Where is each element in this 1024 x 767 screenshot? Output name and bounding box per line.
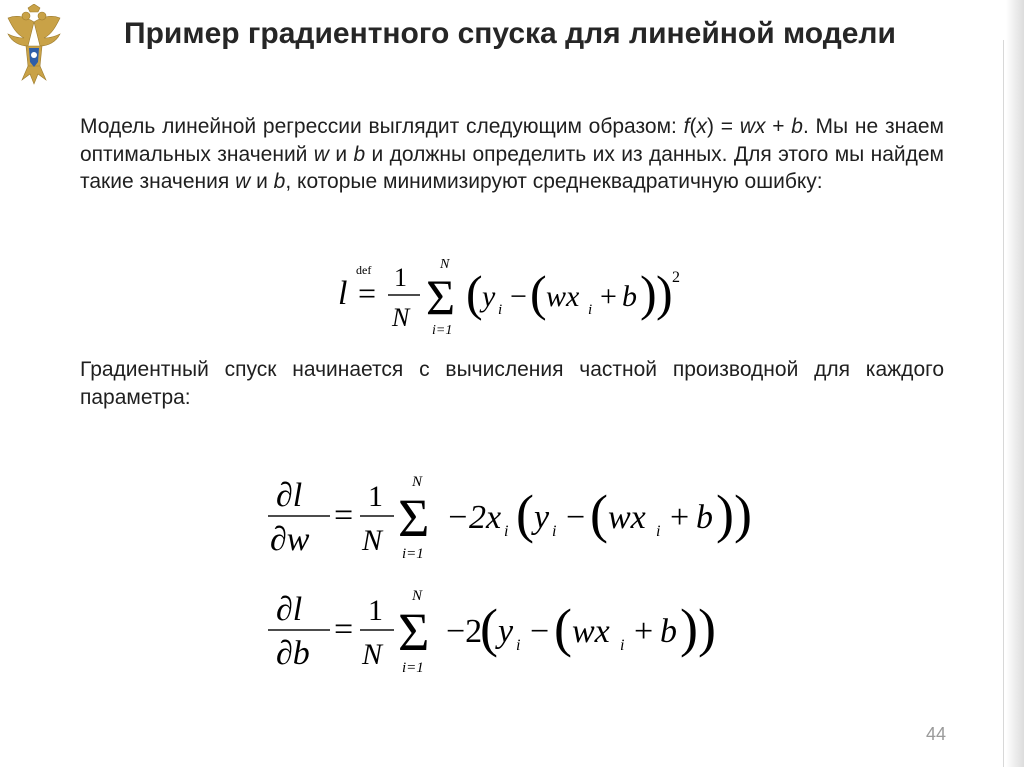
svg-text:b: b bbox=[696, 499, 713, 536]
svg-text:(: ( bbox=[466, 265, 483, 321]
svg-text:i=1: i=1 bbox=[432, 323, 453, 338]
page-number: 44 bbox=[925, 724, 946, 744]
svg-text:wx: wx bbox=[546, 280, 580, 313]
svg-text:−: − bbox=[530, 613, 550, 650]
svg-text:−2x: −2x bbox=[446, 499, 502, 536]
sum-sign: Σ bbox=[398, 488, 430, 548]
svg-text:): ) bbox=[698, 598, 716, 658]
svg-text:(: ( bbox=[590, 484, 608, 544]
paragraph-model-description: Модель линейной регрессии выглядит следующим образом: f(x) = wx + b. Мы не знаем оптимальных значений w и b и должны определить их из данных. Для этого мы найдем такие значения w и b, которые минимизируют среднеквадратичную ошибку: bbox=[80, 115, 944, 193]
svg-text:+: + bbox=[634, 613, 654, 650]
svg-text:i: i bbox=[656, 523, 661, 540]
svg-text:∂b: ∂b bbox=[276, 635, 310, 672]
svg-text:i: i bbox=[498, 302, 503, 318]
svg-text:): ) bbox=[656, 265, 673, 321]
svg-text:(: ( bbox=[554, 598, 572, 658]
svg-text:−2: −2 bbox=[446, 613, 483, 650]
svg-text:∂w: ∂w bbox=[270, 521, 310, 558]
slide-right-shadow bbox=[1006, 0, 1024, 767]
formula-partial-w bbox=[260, 466, 770, 566]
svg-text:i=1: i=1 bbox=[402, 546, 424, 562]
sum-sign: Σ bbox=[426, 269, 456, 325]
svg-text:(: ( bbox=[516, 484, 534, 544]
svg-text:wx: wx bbox=[572, 613, 610, 650]
svg-text:): ) bbox=[734, 484, 752, 544]
svg-text:i: i bbox=[516, 637, 521, 654]
svg-text:y: y bbox=[482, 280, 496, 313]
svg-text:N: N bbox=[362, 524, 383, 557]
svg-text:): ) bbox=[716, 484, 734, 544]
svg-text:b: b bbox=[660, 613, 677, 650]
slide-title: Пример градиентного спуска для линейной модели bbox=[124, 17, 896, 50]
svg-text:N: N bbox=[412, 474, 423, 490]
svg-text:i: i bbox=[552, 523, 557, 540]
svg-text:=: = bbox=[334, 497, 354, 534]
svg-text:∂l: ∂l bbox=[276, 591, 303, 628]
svg-text:l: l bbox=[338, 275, 348, 312]
svg-text:−: − bbox=[566, 499, 586, 536]
sum-sign: Σ bbox=[398, 602, 430, 662]
svg-text:(: ( bbox=[480, 598, 498, 658]
svg-text:=: = bbox=[358, 275, 377, 311]
svg-text:2: 2 bbox=[672, 269, 680, 286]
svg-text:N: N bbox=[392, 303, 410, 332]
svg-text:N: N bbox=[412, 588, 423, 604]
formula-partial-b bbox=[260, 580, 740, 680]
paragraph-gradient-description: Градиентный спуск начинается с вычисления частной производной для каждого параметра: bbox=[80, 358, 944, 409]
svg-text:−: − bbox=[510, 280, 527, 313]
svg-text:1: 1 bbox=[394, 263, 407, 292]
svg-text:N: N bbox=[440, 257, 450, 272]
svg-text:): ) bbox=[640, 265, 657, 321]
svg-text:=: = bbox=[334, 611, 354, 648]
svg-text:i: i bbox=[588, 302, 593, 318]
svg-text:+: + bbox=[670, 499, 690, 536]
svg-text:y: y bbox=[498, 613, 514, 650]
svg-text:∂l: ∂l bbox=[276, 477, 303, 514]
svg-text:N: N bbox=[362, 638, 383, 671]
slide-edge-divider bbox=[1003, 40, 1004, 767]
svg-text:): ) bbox=[680, 598, 698, 658]
formula-loss bbox=[330, 248, 690, 344]
svg-text:i: i bbox=[620, 637, 625, 654]
svg-text:1: 1 bbox=[368, 594, 383, 627]
svg-text:b: b bbox=[622, 280, 637, 313]
svg-text:def: def bbox=[356, 263, 372, 277]
svg-text:1: 1 bbox=[368, 480, 383, 513]
svg-text:i: i bbox=[504, 523, 509, 540]
svg-text:(: ( bbox=[530, 265, 547, 321]
svg-text:y: y bbox=[534, 499, 550, 536]
svg-text:wx: wx bbox=[608, 499, 646, 536]
svg-text:+: + bbox=[600, 280, 617, 313]
svg-text:i=1: i=1 bbox=[402, 660, 424, 676]
eagle-emblem-icon bbox=[4, 4, 64, 88]
